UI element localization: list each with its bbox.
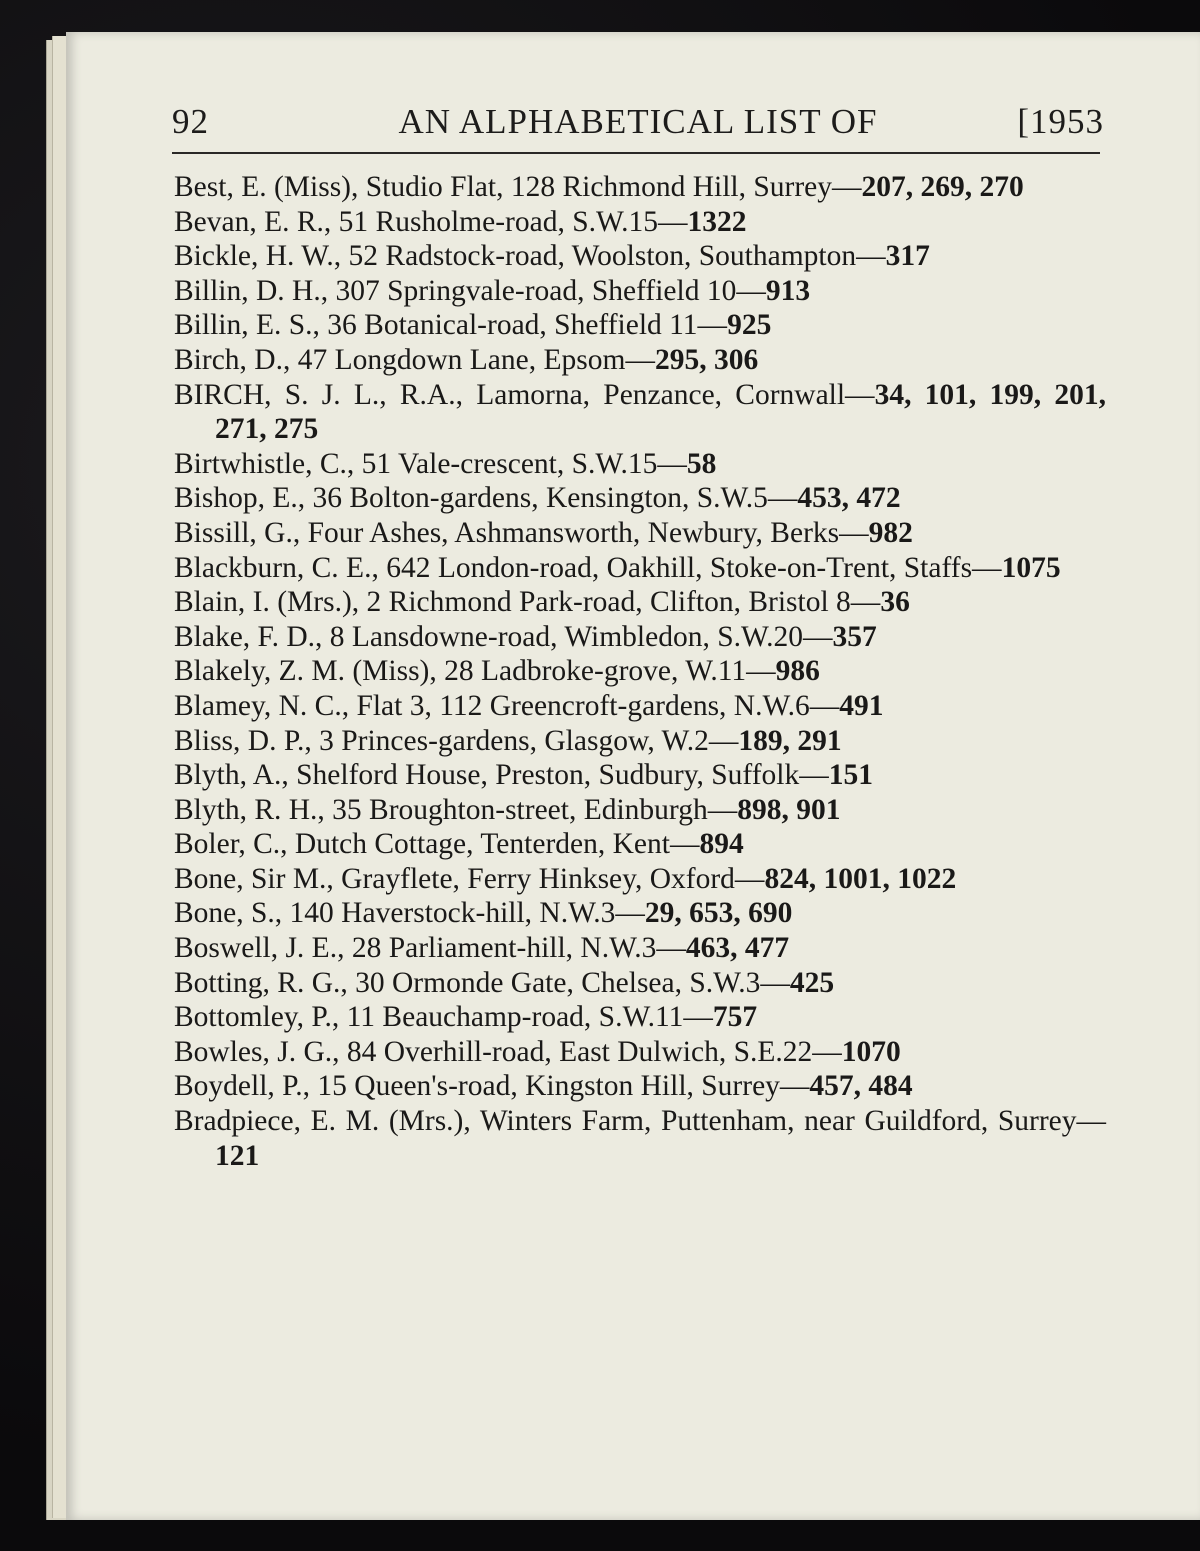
entry-text: Billin, D. H., 307 Springvale-road, Sheffield 10— — [174, 274, 766, 307]
entry-catalogue-numbers: 982 — [868, 516, 913, 549]
entry-text: Billin, E. S., 36 Botanical-road, Sheffield 11— — [174, 309, 728, 342]
entry-catalogue-numbers: 453, 472 — [797, 482, 901, 515]
entry-text: Bradpiece, E. M. (Mrs.), Winters Farm, Puttenham, near Guildford, Surrey— — [174, 1105, 1106, 1138]
entry-text: Blyth, A., Shelford House, Preston, Sudbury, Suffolk— — [174, 759, 829, 792]
entry-catalogue-numbers: 925 — [727, 309, 772, 342]
list-item — [174, 481, 1106, 516]
entry-text: Bone, Sir M., Grayflete, Ferry Hinksey, Oxford— — [174, 862, 765, 895]
entry-catalogue-numbers: 34, 101, 199, 201, 271, 275 — [215, 378, 1107, 446]
entry-text: Blain, I. (Mrs.), 2 Richmond Park-road, Clifton, Bristol 8— — [174, 586, 881, 619]
list-item — [174, 1069, 1106, 1104]
list-item — [174, 447, 1106, 482]
list-item — [174, 654, 1106, 689]
entry-text: Blackburn, C. E., 642 London-road, Oakhill, Stoke-on-Trent, Staffs— — [174, 551, 1002, 584]
list-item — [174, 862, 1106, 897]
page-number: 92 — [172, 102, 209, 141]
list-item — [174, 931, 1106, 966]
entry-catalogue-numbers: 913 — [765, 274, 811, 307]
list-item — [174, 1035, 1106, 1070]
entry-text: Bottomley, P., 11 Beauchamp-road, S.W.11— — [174, 1001, 713, 1034]
entry-catalogue-numbers: 1322 — [687, 205, 747, 238]
entry-catalogue-numbers: 898, 901 — [737, 793, 841, 826]
list-item — [174, 896, 1106, 931]
entry-text: Boler, C., Dutch Cottage, Tenterden, Kent— — [174, 828, 700, 861]
entry-catalogue-numbers: 295, 306 — [654, 343, 759, 376]
list-item — [174, 378, 1106, 447]
entry-catalogue-numbers: 29, 653, 690 — [644, 897, 793, 930]
entry-text: Botting, R. G., 30 Ormonde Gate, Chelsea, S.W.3— — [174, 966, 790, 999]
entry-text: Boswell, J. E., 28 Parliament-hill, N.W.3— — [174, 932, 686, 965]
entry-text: Blamey, N. C., Flat 3, 112 Greencroft-gardens, N.W.6— — [174, 689, 840, 722]
entry-text: Best, E. (Miss), Studio Flat, 128 Richmond Hill, Surrey— — [174, 171, 862, 203]
entry-text: Bliss, D. P., 3 Princes-gardens, Glasgow, W.2— — [174, 724, 739, 757]
list-item — [174, 689, 1106, 724]
entry-text: Bone, S., 140 Haverstock-hill, N.W.3— — [174, 897, 645, 930]
entry-catalogue-numbers: 457, 484 — [809, 1070, 913, 1103]
list-item — [174, 308, 1106, 343]
entry-text: Blakely, Z. M. (Miss), 28 Ladbroke-grove, W.11— — [174, 655, 776, 688]
entry-text: Blyth, R. H., 35 Broughton-street, Edinburgh— — [174, 793, 738, 826]
list-item — [174, 758, 1106, 793]
list-item — [174, 966, 1106, 1001]
entry-text: Birtwhistle, C., 51 Vale-crescent, S.W.15— — [174, 447, 687, 480]
list-item — [174, 551, 1106, 586]
entry-catalogue-numbers: 207, 269, 270 — [861, 171, 1024, 203]
entry-catalogue-numbers: 1070 — [841, 1035, 901, 1068]
entry-catalogue-numbers: 425 — [789, 966, 835, 999]
entry-text: Bevan, E. R., 51 Rusholme-road, S.W.15— — [174, 205, 688, 238]
entry-catalogue-numbers: 1075 — [1001, 551, 1061, 584]
running-header — [172, 100, 1104, 150]
list-item — [174, 585, 1106, 620]
entry-catalogue-numbers: 58 — [686, 447, 717, 480]
header-rule — [172, 152, 1100, 154]
header-year: [1953 — [1017, 102, 1104, 141]
entry-catalogue-numbers: 36 — [880, 586, 910, 619]
entry-catalogue-numbers: 463, 477 — [685, 932, 790, 965]
list-item — [174, 1000, 1106, 1035]
entry-catalogue-numbers: 986 — [775, 655, 820, 688]
entry-list — [174, 170, 1106, 1173]
entry-text: Bishop, E., 36 Bolton-gardens, Kensington, S.W.5— — [174, 482, 798, 515]
list-item — [174, 205, 1106, 240]
list-item — [174, 620, 1106, 655]
list-item — [174, 239, 1106, 274]
list-item — [174, 343, 1106, 378]
list-item — [174, 793, 1106, 828]
list-item — [174, 724, 1106, 759]
page-title: AN ALPHABETICAL LIST OF — [398, 102, 878, 141]
entry-catalogue-numbers: 189, 291 — [738, 724, 842, 757]
entry-catalogue-numbers: 317 — [885, 240, 930, 273]
entry-text: Bissill, G., Four Ashes, Ashmansworth, Newbury, Berks— — [174, 516, 869, 549]
entry-catalogue-numbers: 151 — [828, 759, 873, 792]
entry-catalogue-numbers: 894 — [699, 828, 744, 861]
entry-catalogue-numbers: 357 — [832, 620, 877, 653]
entry-text: Boydell, P., 15 Queen's-road, Kingston Hill, Surrey— — [174, 1070, 810, 1103]
list-item — [174, 827, 1106, 862]
entry-text: Blake, F. D., 8 Lansdowne-road, Wimbledon, S.W.20— — [174, 620, 833, 653]
entry-text: Birch, D., 47 Longdown Lane, Epsom— — [174, 343, 655, 376]
entry-catalogue-numbers: 491 — [839, 689, 884, 722]
entry-catalogue-numbers: 121 — [215, 1139, 260, 1172]
entry-catalogue-numbers: 757 — [712, 1001, 758, 1034]
list-item — [174, 1104, 1106, 1173]
list-item — [174, 170, 1106, 205]
list-item — [174, 516, 1106, 551]
entry-text: Bowles, J. G., 84 Overhill-road, East Dulwich, S.E.22— — [174, 1035, 842, 1068]
entry-catalogue-numbers: 824, 1001, 1022 — [764, 862, 957, 895]
entry-text: BIRCH, S. J. L., R.A., Lamorna, Penzance, Cornwall— — [174, 378, 875, 411]
entry-text: Bickle, H. W., 52 Radstock-road, Woolston, Southampton— — [174, 240, 886, 273]
list-item — [174, 274, 1106, 309]
